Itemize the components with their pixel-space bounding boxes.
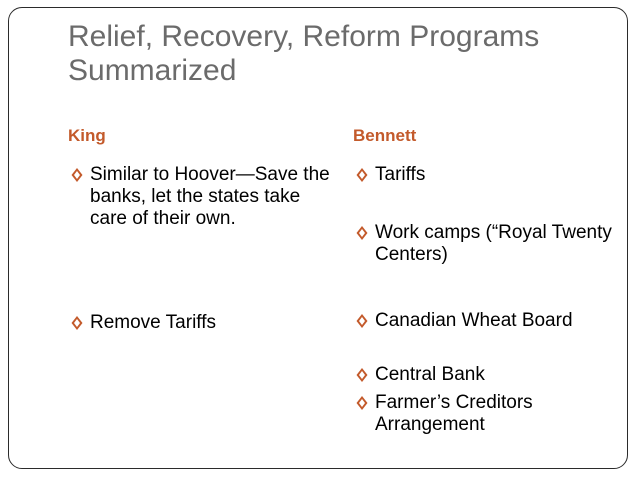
bullet-text: Canadian Wheat Board [375, 310, 573, 331]
slide-title: Relief, Recovery, Reform Programs Summarized [68, 20, 540, 87]
bullet-text: Farmer’s Creditors Arrangement [375, 392, 533, 435]
list-item [353, 392, 615, 436]
diamond-bullet-icon [355, 367, 369, 383]
bullet-text: Central Bank [375, 364, 485, 385]
diamond-bullet-icon [70, 167, 84, 183]
list-item [68, 164, 330, 230]
list-item [353, 164, 615, 186]
bullet-text: Work camps (“Royal Twenty Centers) [375, 222, 612, 265]
bullet-text: Tariffs [375, 164, 426, 185]
list-item [353, 364, 615, 386]
bullet-text: Similar to Hoover—Save the banks, let the states take care of their own. [90, 164, 330, 229]
diamond-bullet-icon [355, 167, 369, 183]
bennett-column [353, 126, 613, 435]
diamond-bullet-icon [355, 225, 369, 241]
list-item [68, 312, 330, 334]
diamond-bullet-icon [70, 315, 84, 331]
bennett-heading: Bennett [353, 126, 417, 145]
diamond-bullet-icon [355, 395, 369, 411]
diamond-bullet-icon [355, 313, 369, 329]
king-heading: King [68, 126, 106, 145]
bullet-text: Remove Tariffs [90, 312, 217, 333]
list-item [353, 310, 615, 332]
list-item [353, 222, 615, 266]
king-column [68, 126, 330, 333]
